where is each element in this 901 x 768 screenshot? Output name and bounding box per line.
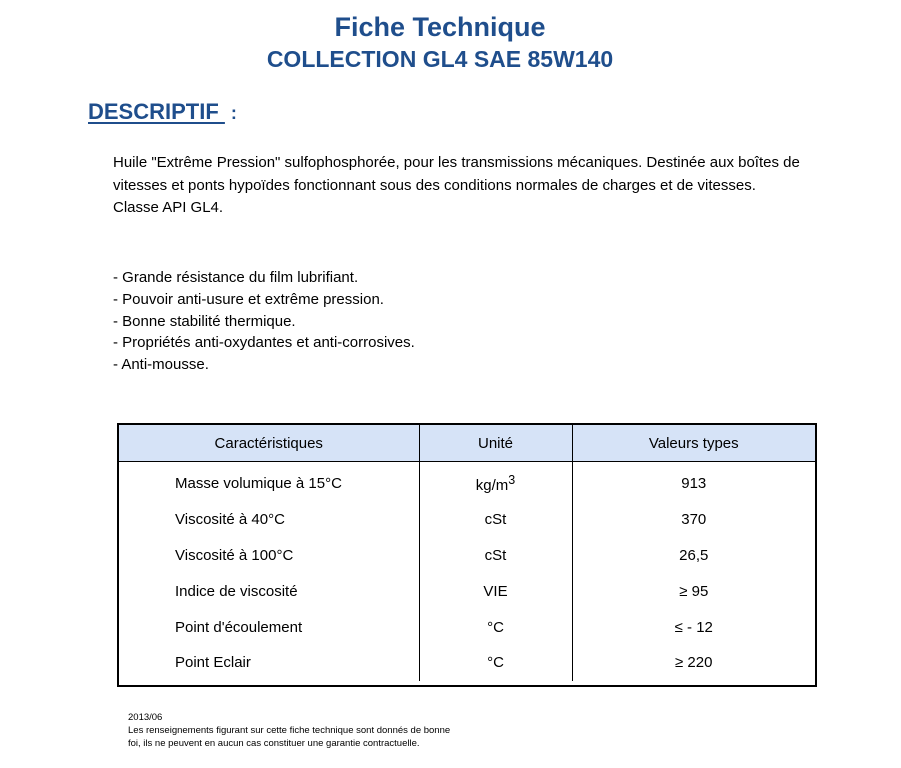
row-value: 26,5 (572, 538, 815, 574)
header-unite: Unité (419, 425, 572, 462)
feature-item: - Anti-mousse. (113, 356, 209, 374)
unit-text: kg/m (475, 477, 509, 495)
row-label: Indice de viscosité (119, 573, 419, 609)
row-unit: °C (419, 609, 572, 645)
header-valeurs-types: Valeurs types (572, 425, 815, 462)
feature-item: - Pouvoir anti-usure et extrême pression. (113, 290, 384, 308)
row-unit: cSt (419, 538, 572, 574)
row-value: ≤ - 12 (572, 609, 815, 645)
section-heading-colon: : (230, 103, 237, 123)
row-value: ≥ 220 (572, 645, 815, 681)
row-unit (419, 466, 572, 502)
row-value: 370 (572, 502, 815, 538)
section-heading-text: DESCRIPTIF (88, 99, 225, 124)
footer-date: 2013/06 (128, 712, 163, 723)
feature-item: - Propriétés anti-oxydantes et anti-corrosives. (113, 334, 415, 352)
product-name: COLLECTION GL4 SAE 85W140 (266, 46, 614, 72)
footer-disclaimer-line: Les renseignements figurant sur cette fiche technique sont donnés de bonne (128, 725, 451, 736)
description-line: Classe API GL4. (113, 199, 224, 216)
row-unit: °C (419, 645, 572, 681)
table-header-row (119, 425, 815, 462)
row-label: Point Eclair (119, 645, 419, 681)
table-row (119, 609, 815, 645)
description-line: vitesses et ponts hypoïdes fonctionnant sous des conditions normales de charges et de vitesses. (113, 176, 756, 194)
row-label: Viscosité à 40°C (119, 502, 419, 538)
table-row (119, 645, 815, 681)
row-unit: VIE (419, 573, 572, 609)
characteristics-grid (119, 425, 815, 681)
row-value: 913 (572, 466, 815, 502)
row-label: Viscosité à 100°C (119, 538, 419, 574)
header-caracteristiques: Caractéristiques (119, 425, 419, 462)
table-row (119, 573, 815, 609)
table-row (119, 502, 815, 538)
row-unit: cSt (419, 502, 572, 538)
characteristics-table (117, 423, 817, 687)
row-label: Masse volumique à 15°C (119, 466, 419, 502)
feature-item: - Grande résistance du film lubrifiant. (113, 269, 359, 286)
row-label: Point d'écoulement (119, 609, 419, 645)
product-description (113, 152, 873, 220)
footer-note (128, 711, 450, 750)
feature-item: - Bonne stabilité thermique. (113, 312, 296, 330)
table-row (119, 538, 815, 574)
footer-disclaimer-line: foi, ils ne peuvent en aucun cas constituer une garantie contractuelle. (128, 738, 420, 749)
feature-list (113, 267, 415, 376)
description-line: Huile "Extrême Pression" sulfophosphorée, pour les transmissions mécaniques. Destinée aux boîtes de (113, 154, 800, 171)
table-row (119, 466, 815, 502)
section-heading-descriptif (88, 99, 237, 125)
document-title: Fiche Technique (334, 12, 546, 42)
row-value: ≥ 95 (572, 573, 815, 609)
unit-superscript: 3 (508, 473, 516, 488)
